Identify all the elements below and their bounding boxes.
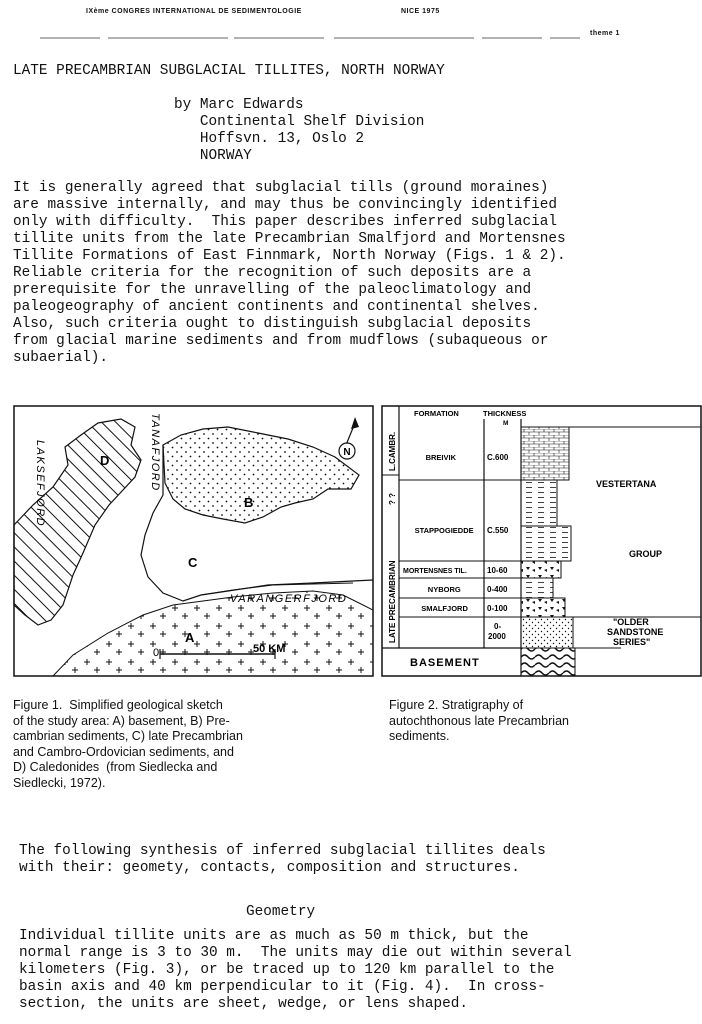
- text-line: normal range is 3 to 30 m. The units may die out within several: [19, 945, 572, 961]
- formation-name: SMALFJORD: [421, 604, 468, 613]
- label-laksefjord: LAKSEFJORD: [34, 440, 46, 528]
- intro-paragraph: [13, 180, 566, 367]
- text-line: basin axis and 40 km perpendicular to it (Fig. 4). In cross-: [19, 979, 546, 995]
- figure2-stratigraphy: [381, 405, 702, 677]
- formation-name: BREIVIK: [425, 453, 457, 462]
- older-sandstone-line: SANDSTONE: [607, 627, 664, 637]
- formation-name: MORTENSNES TIL.: [403, 568, 467, 575]
- text-line: with their: geomety, contacts, composition and structures.: [19, 860, 520, 876]
- header-formation: FORMATION: [414, 409, 459, 418]
- text-line: It is generally agreed that subglacial tills (ground moraines): [13, 180, 549, 196]
- basement-label: BASEMENT: [410, 657, 480, 669]
- caption-line: D) Caledonides (from Siedlecka and: [13, 760, 218, 774]
- congress-location: NICE 1975: [401, 8, 440, 15]
- label-tanafjord: TANAFJORD: [149, 413, 161, 492]
- caption-line: Siedlecki, 1972).: [13, 775, 106, 790]
- text-line: Individual tillite units are as much as 50 m thick, but the: [19, 928, 529, 944]
- formation-thickness: C.550: [487, 526, 509, 535]
- author-line: Hoffsvn. 13, Oslo 2: [174, 131, 364, 147]
- formation-thickness: 0-: [494, 622, 502, 631]
- caption-line: autochthonous late Precambrian: [389, 713, 569, 728]
- caption-line: Figure 2. Stratigraphy of: [389, 698, 524, 712]
- label-b: B: [244, 495, 254, 510]
- formation-name: NYBORG: [427, 585, 461, 594]
- author-line: NORWAY: [174, 148, 252, 164]
- author-block: [174, 97, 424, 165]
- header-thickness: THICKNESS: [483, 409, 527, 418]
- header-unit: M: [503, 420, 509, 427]
- formation-thickness: 0-400: [487, 585, 508, 594]
- text-line: tillite units from the late Precambrian Smalfjord and Mortensnes: [13, 231, 566, 247]
- figure1-caption: [13, 698, 243, 791]
- paper-title: LATE PRECAMBRIAN SUBGLACIAL TILLITES, NORTH NORWAY: [13, 63, 445, 79]
- text-line: Tillite Formations of East Finnmark, North Norway (Figs. 1 & 2).: [13, 248, 566, 264]
- formation-thickness: 0-100: [487, 604, 508, 613]
- figure1-map: [13, 405, 374, 677]
- synthesis-paragraph: [19, 843, 546, 877]
- caption-line: cambrian sediments, C) late Precambrian: [13, 729, 243, 743]
- age-cambrian: L.CAMBR.: [388, 431, 397, 471]
- text-line: prerequisite for the unravelling of the paleoclimatology and: [13, 282, 532, 298]
- label-c: C: [188, 555, 198, 570]
- caption-line: of the study area: A) basement, B) Pre-: [13, 713, 230, 728]
- caption-line: sediments.: [389, 729, 450, 743]
- author-line: Continental Shelf Division: [174, 114, 425, 130]
- formation-thickness: 2000: [488, 632, 506, 641]
- section-heading-geometry: Geometry: [246, 904, 316, 920]
- label-d: D: [100, 453, 110, 468]
- age-precambrian: LATE PRECAMBRIAN: [388, 560, 397, 643]
- theme-label: theme 1: [590, 30, 620, 37]
- text-line: Reliable criteria for the recognition of such deposits are a: [13, 265, 532, 281]
- text-line: section, the units are sheet, wedge, or lens shaped.: [19, 996, 469, 1012]
- text-line: The following synthesis of inferred subglacial tillites deals: [19, 843, 546, 859]
- caption-line: and Cambro-Ordovician sediments, and: [13, 744, 234, 759]
- text-line: Also, such criteria ought to distinguish subglacial deposits: [13, 316, 532, 332]
- congress-header: IXème CONGRES INTERNATIONAL DE SEDIMENTOLOGIE: [86, 8, 302, 15]
- age-query1: ? ?: [388, 493, 397, 505]
- group-label: GROUP: [629, 549, 663, 559]
- formation-thickness: C.600: [487, 453, 509, 462]
- formation-thickness: 10-60: [487, 566, 508, 575]
- older-sandstone-line: "OLDER: [613, 617, 649, 627]
- text-line: from glacial marine sediments and from mudflows (subaqueous or: [13, 333, 549, 349]
- author-line: by Marc Edwards: [174, 97, 304, 113]
- figure2-caption: [389, 698, 569, 745]
- north-label: N: [343, 447, 351, 458]
- text-line: paleogeography of ancient continents and continental shelves.: [13, 299, 540, 315]
- label-a: A: [185, 630, 195, 645]
- text-line: kilometers (Fig. 3), or be traced up to 120 km parallel to the: [19, 962, 555, 978]
- scale-zero: 0: [153, 647, 160, 659]
- scale-label: 50 KM: [253, 643, 286, 655]
- caption-line: Figure 1. Simplified geological sketch: [13, 698, 223, 712]
- text-line: subaerial).: [13, 350, 108, 366]
- label-varangerfjord: VARANGERFJORD: [230, 593, 348, 605]
- group-vestertana: VESTERTANA: [596, 479, 657, 489]
- formation-name: STAPPOGIEDDE: [414, 526, 474, 535]
- geometry-paragraph: [19, 928, 572, 1013]
- text-line: are massive internally, and may thus be convincingly identified: [13, 197, 558, 213]
- older-sandstone-line: SERIES": [613, 637, 651, 647]
- text-line: only with difficulty. This paper describes inferred subglacial: [13, 214, 558, 230]
- header-rule: [40, 36, 580, 40]
